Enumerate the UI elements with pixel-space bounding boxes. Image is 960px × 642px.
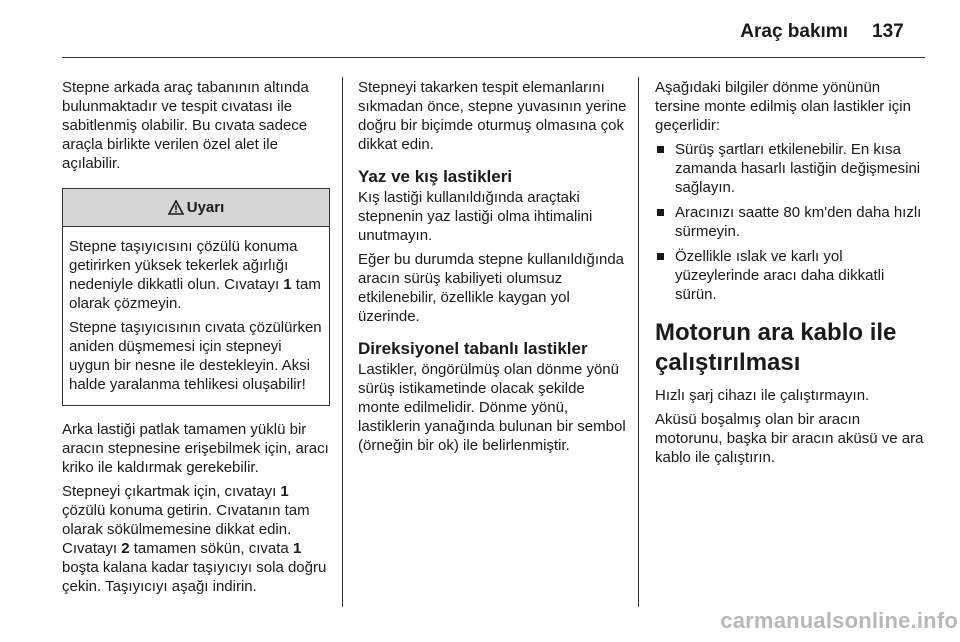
warning-text: Stepne taşıyıcısını çözülü konuma getirirken yüksek tekerlek ağırlığı nedeniyle dikkatli olun. Cıvatayı — [69, 238, 298, 293]
list-item-text: Sürüş şartları etkilenebilir. En kısa zamanda hasarlı lastiğin değişmesini sağlayın. — [675, 141, 921, 196]
warning-body — [63, 227, 329, 405]
header-divider — [62, 57, 925, 58]
reference-number: 1 — [280, 483, 289, 500]
removal-text: boşta kalana kadar taşıyıcıyı sola doğru çekin. Taşıyıcıyı aşağı indirin. — [62, 559, 327, 595]
reference-number: 2 — [121, 540, 130, 557]
warning-paragraph-2: Stepne taşıyıcısının cıvata çözülürken aniden düşmemesi için stepneyi uygun bir nesne ile destekleyin. Aksi halde yaralanma tehlikesi oluşabilir! — [69, 319, 322, 393]
directional-tyres-heading: Direksiyonel tabanlı lastikler — [358, 339, 588, 358]
jump-start-paragraph-2: Aküsü boşalmış olan bir aracın motorunu, başka bir aracın aküsü ve ara kablo ile çalıştırın. — [655, 411, 924, 466]
warning-box — [62, 188, 330, 406]
warning-text: tam olarak çözmeyin. — [69, 276, 321, 312]
winter-paragraph-1: Kış lastiği kullanıldığında araçtaki stepnenin yaz lastiği olma ihtimalini unutmayın. — [358, 189, 593, 244]
reverse-mount-intro: Aşağıdaki bilgiler dönme yönünün tersine monte edilmiş olan lastikler için geçerlidir: — [655, 79, 911, 134]
page-number: 137 — [872, 21, 904, 42]
square-bullet-icon — [657, 209, 664, 216]
jump-start-heading: Motorun ara kablo ile çalıştırılması — [655, 319, 897, 376]
directional-paragraph: Lastikler, öngörülmüş olan dönme yönü sürüş istikametinde olacak şekilde monte edilmelidir. Dönme yönü, lastiklerin yanağında bulunan bir sembol (örneğin bir ok) ile belirlenmiştir. — [358, 361, 626, 454]
column-divider-2 — [638, 77, 639, 607]
removal-text: çözülü konuma getirin. Cıvatanın tam olarak sökülmemesine dikkat edin. Cıvatayı — [62, 502, 310, 557]
list-item — [655, 247, 927, 304]
reference-number: 1 — [283, 276, 292, 293]
watermark: carmanualsonline.info — [720, 608, 958, 633]
column-divider-1 — [342, 77, 343, 607]
removal-text: Stepneyi çıkartmak için, cıvatayı — [62, 483, 281, 500]
square-bullet-icon — [657, 253, 664, 260]
square-bullet-icon — [657, 146, 664, 153]
list-item — [655, 203, 927, 241]
reference-number: 1 — [292, 540, 302, 557]
mounting-paragraph: Stepneyi takarken tespit elemanlarını sıkmadan önce, stepne yuvasının yerine doğru bir biçimde oturmuş olmasına çok dikkat edin. — [358, 79, 627, 153]
warning-triangle-icon — [168, 200, 184, 215]
column-1 — [62, 78, 330, 601]
removal-paragraph — [62, 482, 330, 596]
list-item-text: Aracınızı saatte 80 km'den daha hızlı sürmeyin. — [675, 204, 922, 240]
column-3 — [655, 78, 927, 472]
removal-text: tamamen sökün, cıvata — [129, 540, 293, 557]
winter-paragraph-2: Eğer bu durumda stepne kullanıldığında aracın sürüş kabiliyeti olumsuz etkilenebilir, özellikle kaygan yol üzerinde. — [358, 251, 625, 325]
jump-start-paragraph-1: Hızlı şarj cihazı ile çalıştırmayın. — [655, 387, 870, 404]
list-item-text: Özellikle ıslak ve karlı yol yüzeylerinde aracı daha dikkatli sürün. — [675, 248, 885, 303]
warning-title: Uyarı — [186, 199, 225, 216]
list-item — [655, 140, 927, 197]
winter-tyres-heading: Yaz ve kış lastikleri — [358, 167, 513, 186]
reverse-mount-list — [655, 140, 927, 304]
page-header-title: Araç bakımı — [740, 21, 848, 42]
warning-header — [63, 189, 329, 227]
column-2 — [358, 78, 628, 460]
jack-paragraph: Arka lastiği patlak tamamen yüklü bir aracın stepnesine erişebilmek için, aracı kriko ile kaldırmak gerekebilir. — [62, 421, 329, 476]
spare-wheel-intro: Stepne arkada araç tabanının altında bulunmaktadır ve tespit cıvatası ile sabitlenmiş olabilir. Bu cıvata sadece araçla birlikte verilen özel alet ile açılabilir. — [62, 79, 309, 172]
warning-paragraph-1 — [69, 237, 323, 313]
